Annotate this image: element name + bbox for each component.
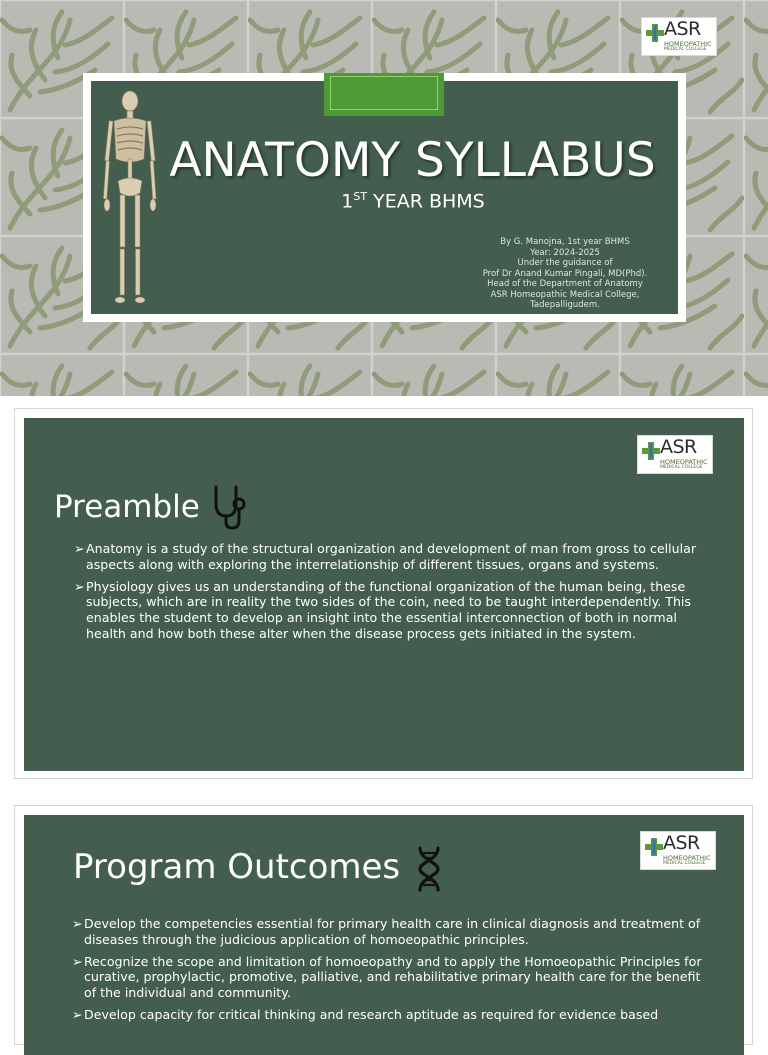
logo-subtext-2: MEDICAL COLLEGE [663, 861, 706, 866]
skeleton-image [100, 89, 160, 309]
preamble-heading: Preamble [54, 489, 200, 525]
dna-icon [416, 846, 442, 892]
preamble-slide [14, 408, 753, 779]
subtitle-superscript: ST [353, 190, 368, 203]
title-accent-tab-border [330, 76, 438, 110]
list-item [74, 579, 704, 642]
logo-text: ASR [664, 18, 701, 40]
title-slide [0, 0, 768, 396]
slide-title: ANATOMY SYLLABUS [169, 133, 656, 188]
logo-text: ASR [663, 832, 700, 854]
bullet-text: Anatomy is a study of the structural organization and development of man from gross to cellular aspects along with exploring the interrelationship of different tissues, organs and systems. [86, 541, 697, 572]
logo-subtext-2: MEDICAL COLLEGE [664, 47, 707, 52]
credit-line: ASR Homeopathic Medical College, [490, 289, 640, 300]
bullet-marker: ➢ [74, 578, 85, 594]
credit-line: Year: 2024-2025 [530, 247, 600, 258]
medical-cross-icon [645, 838, 663, 856]
credit-line: Prof Dr Anand Kumar Pingali, MD(Phd). [482, 268, 648, 279]
asr-logo [640, 831, 716, 870]
bullet-marker: ➢ [72, 916, 83, 931]
outcomes-bullets [72, 916, 702, 1029]
bullet-marker: ➢ [72, 1006, 83, 1022]
medical-cross-icon [646, 24, 664, 42]
subtitle-text: YEAR BHMS [367, 190, 485, 213]
credit-line: By G. Manojna, 1st year BHMS [500, 237, 630, 247]
credit-line: Under the guidance of [517, 258, 613, 268]
logo-subtext: HOMEOPATHIC [660, 458, 708, 466]
list-item [72, 1007, 702, 1023]
logo-subtext: HOMEOPATHIC [663, 854, 711, 862]
preamble-bullets [74, 541, 704, 648]
bullet-text: Physiology gives us an understanding of the functional organization of the human being, these subjects, which are in reality the two sides of the coin, need to be taught interdependently. This enables the student to develop an insight into the essential interconnection of both in normal health and how both these alter when the disease process gets initiated in the system. [86, 578, 691, 641]
subtitle-number: 1 [341, 190, 354, 213]
logo-subtext-2: MEDICAL COLLEGE [660, 465, 703, 470]
asr-logo [637, 435, 713, 474]
bullet-marker: ➢ [74, 541, 85, 556]
logo-text: ASR [660, 436, 697, 458]
outcomes-heading: Program Outcomes [73, 847, 401, 887]
credit-line: Head of the Department of Anatomy [487, 279, 643, 289]
logo-subtext: HOMEOPATHIC [664, 40, 712, 48]
bullet-text: Develop the competencies essential for primary health care in clinical diagnosis and treatment of diseases through the judicious application of homoeopathic principles. [84, 916, 701, 947]
program-outcomes-slide [14, 805, 753, 1045]
list-item [72, 954, 702, 1001]
list-item [74, 541, 704, 573]
slide-subtitle [268, 190, 558, 212]
bullet-marker: ➢ [72, 953, 83, 969]
medical-cross-icon [642, 442, 660, 460]
bullet-text: Recognize the scope and limitation of homoeopathy and to apply the Homoeopathic Principles for curative, prophylactic, promotive, palliative, and rehabilitative primary health care for the benefit of the individual and community. [84, 953, 702, 1001]
credits-block [440, 237, 690, 311]
credit-line: Tadepalligudem. [530, 300, 600, 310]
bullet-text: Develop capacity for critical thinking and research aptitude as required for evidence based [84, 1006, 659, 1022]
list-item [72, 916, 702, 948]
asr-logo [641, 17, 717, 56]
stethoscope-icon [212, 484, 248, 530]
